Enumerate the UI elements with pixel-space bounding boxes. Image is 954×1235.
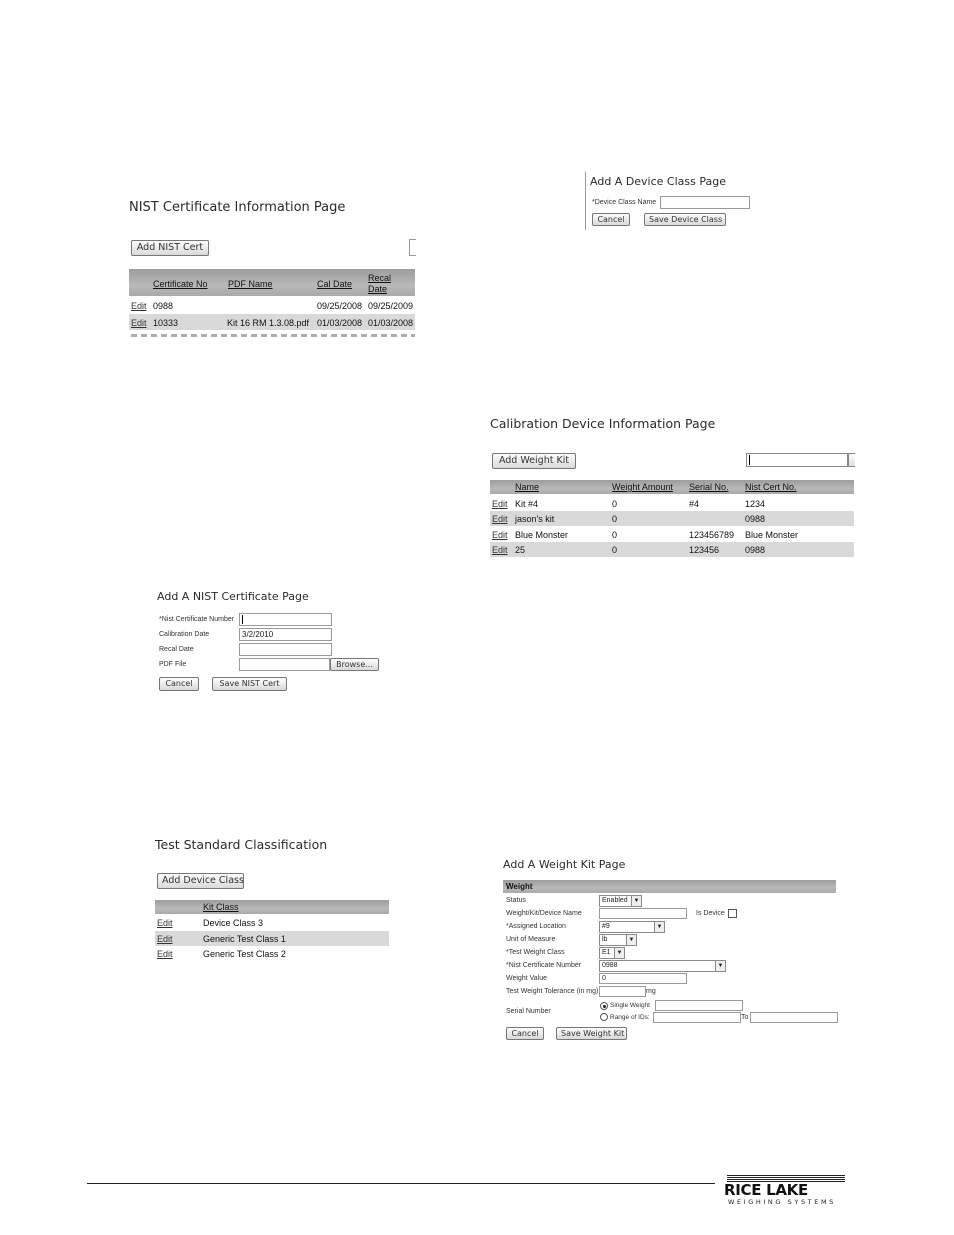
add-nist-cert-button[interactable]: Add NIST Cert — [131, 240, 209, 256]
column-header-pdf-name[interactable]: PDF Name — [228, 279, 273, 289]
cell-nist-cert-no: 1234 — [745, 499, 766, 509]
cancel-button[interactable]: Cancel — [159, 677, 199, 691]
cell-weight-amount: 0 — [612, 545, 618, 555]
range-end-input[interactable] — [750, 1012, 838, 1023]
cell-name: Blue Monster — [515, 530, 569, 540]
cell-name: 25 — [515, 545, 526, 555]
column-header-nist-cert-no[interactable]: Nist Cert No. — [745, 482, 797, 492]
recal-date-input[interactable] — [239, 643, 332, 656]
unit-of-measure-label: Unit of Measure — [506, 936, 556, 943]
cell-serial-no: #4 — [689, 499, 700, 509]
page-title: NIST Certificate Information Page — [129, 200, 346, 215]
save-device-class-button[interactable]: Save Device Class — [644, 213, 726, 226]
page-title: Add A Device Class Page — [590, 175, 726, 188]
pdf-file-input[interactable] — [239, 658, 330, 671]
edit-link[interactable]: Edit — [131, 318, 147, 328]
calibration-date-input[interactable]: 3/2/2010 — [239, 628, 332, 641]
assigned-location-label: *Assigned Location — [506, 923, 566, 930]
edit-link[interactable]: Edit — [131, 301, 147, 311]
range-start-input[interactable] — [653, 1012, 741, 1023]
status-value: Enabled — [602, 897, 628, 904]
nist-certificate-number-value: 0988 — [602, 962, 618, 969]
tolerance-label: Test Weight Tolerance (in mg) — [506, 988, 599, 995]
rice-lake-logo: RICE LAKE — [724, 1181, 808, 1199]
edit-link[interactable]: Edit — [492, 545, 508, 555]
cell-weight-amount: 0 — [612, 530, 618, 540]
chevron-down-icon[interactable]: ▼ — [626, 935, 636, 945]
nist-certificate-number-label: *Nist Certificate Number — [506, 962, 582, 969]
tolerance-input[interactable] — [599, 986, 646, 997]
search-input[interactable] — [409, 239, 416, 256]
nist-certificate-number-input[interactable] — [239, 613, 332, 626]
unit-of-measure-value: lb — [602, 936, 608, 943]
cell-kit-class: Generic Test Class 1 — [203, 934, 286, 944]
column-header-recal-date[interactable]: Recal — [368, 273, 392, 283]
status-label: Status — [506, 897, 526, 904]
cell-kit-class: Device Class 3 — [203, 918, 264, 928]
column-header-recal-date-line2[interactable]: Date — [368, 284, 388, 294]
is-device-label: Is Device — [696, 910, 725, 917]
cancel-button[interactable]: Cancel — [592, 213, 630, 226]
nist-certificate-number-select[interactable] — [599, 960, 726, 972]
cell-serial-no: 123456789 — [689, 530, 735, 540]
name-label: Weight/Kit/Device Name — [506, 910, 582, 917]
weight-value-input[interactable]: 0 — [599, 973, 687, 984]
cut-off-row — [131, 334, 415, 337]
cell-nist-cert-no: 0988 — [745, 545, 766, 555]
add-device-class-button[interactable]: Add Device Class — [157, 873, 244, 889]
cell-name: Kit #4 — [515, 499, 539, 509]
cell-kit-class: Generic Test Class 2 — [203, 949, 286, 959]
unit-of-measure-select[interactable] — [599, 934, 637, 946]
name-input[interactable] — [599, 908, 687, 919]
test-weight-class-select[interactable] — [599, 947, 625, 959]
mg-unit-label: mg — [646, 988, 656, 995]
cell-serial-no: 123456 — [689, 545, 720, 555]
section-title: Weight — [506, 882, 533, 891]
rice-lake-tagline: WEIGHING SYSTEMS — [728, 1198, 836, 1206]
column-header-serial-no[interactable]: Serial No. — [689, 482, 729, 492]
range-of-ids-radio[interactable] — [600, 1013, 608, 1021]
assigned-location-value: #9 — [602, 923, 610, 930]
edit-link[interactable]: Edit — [157, 918, 173, 928]
test-weight-class-label: *Test Weight Class — [506, 949, 565, 956]
cell-cal-date: 09/25/2008 — [317, 301, 363, 311]
serial-number-label: Serial Number — [506, 1008, 551, 1015]
single-weight-label: Single Weight — [610, 1002, 650, 1009]
edit-link[interactable]: Edit — [157, 949, 173, 959]
page-title: Add A NIST Certificate Page — [157, 590, 309, 603]
cell-cal-date: 01/03/2008 — [317, 318, 363, 328]
chevron-down-icon[interactable]: ▼ — [631, 896, 641, 906]
add-weight-kit-button[interactable]: Add Weight Kit — [492, 453, 576, 469]
column-header-name[interactable]: Name — [515, 482, 540, 492]
single-weight-radio[interactable] — [600, 1002, 608, 1010]
range-to-label: To — [741, 1014, 749, 1021]
column-header-kit-class[interactable]: Kit Class — [203, 902, 239, 912]
status-select[interactable] — [599, 895, 642, 907]
pdf-file-label: PDF File — [159, 661, 187, 668]
cell-recal-date: 09/25/2009 — [368, 301, 414, 311]
save-nist-cert-button[interactable]: Save NIST Cert — [212, 677, 287, 691]
is-device-checkbox[interactable] — [728, 909, 737, 918]
column-header-certificate-no[interactable]: Certificate No — [153, 279, 208, 289]
chevron-down-icon[interactable]: ▼ — [654, 922, 664, 932]
cell-recal-date: 01/03/2008 — [368, 318, 414, 328]
cell-nist-cert-no: 0988 — [745, 514, 766, 524]
cell-certificate-no: 0988 — [153, 301, 174, 311]
chevron-down-icon[interactable]: ▼ — [614, 948, 624, 958]
column-header-weight-amount[interactable]: Weight Amount — [612, 482, 673, 492]
page-title: Calibration Device Information Page — [490, 416, 716, 431]
range-of-ids-label: Range of IDs: — [610, 1014, 650, 1021]
save-weight-kit-button[interactable]: Save Weight Kit — [556, 1027, 627, 1040]
search-button[interactable] — [848, 453, 855, 467]
cancel-button[interactable]: Cancel — [506, 1027, 544, 1040]
recal-date-label: Recal Date — [159, 646, 194, 653]
column-header-cal-date[interactable]: Cal Date — [317, 279, 353, 289]
test-weight-class-value: E1 — [602, 949, 611, 956]
table-header — [155, 900, 389, 914]
cell-nist-cert-no: Blue Monster — [745, 530, 799, 540]
edit-link[interactable]: Edit — [492, 514, 508, 524]
edit-link[interactable]: Edit — [492, 499, 508, 509]
calibration-date-label: Calibration Date — [159, 631, 210, 638]
divider — [585, 172, 586, 230]
edit-link[interactable]: Edit — [157, 934, 173, 944]
cell-pdf-name[interactable]: Kit 16 RM 1.3.08.pdf — [227, 318, 310, 328]
footer-rule — [87, 1183, 715, 1184]
page-title: Test Standard Classification — [155, 837, 328, 852]
weight-value-label: Weight Value — [506, 975, 547, 982]
cell-weight-amount: 0 — [612, 514, 618, 524]
nist-certificate-number-label: *Nist Certificate Number — [159, 616, 235, 623]
device-class-name-input[interactable] — [660, 196, 750, 209]
browse-button[interactable]: Browse... — [330, 658, 379, 671]
device-class-name-label: *Device Class Name — [592, 199, 657, 206]
cell-certificate-no: 10333 — [153, 318, 179, 328]
chevron-down-icon[interactable]: ▼ — [715, 961, 725, 971]
page-title: Add A Weight Kit Page — [503, 858, 626, 871]
section-header — [503, 880, 836, 893]
edit-link[interactable]: Edit — [492, 530, 508, 540]
table-row-background — [490, 542, 854, 557]
assigned-location-select[interactable] — [599, 921, 665, 933]
cell-weight-amount: 0 — [612, 499, 618, 509]
cell-name: jason's kit — [515, 514, 555, 524]
search-input[interactable] — [746, 453, 848, 467]
single-weight-input[interactable] — [655, 1000, 743, 1011]
